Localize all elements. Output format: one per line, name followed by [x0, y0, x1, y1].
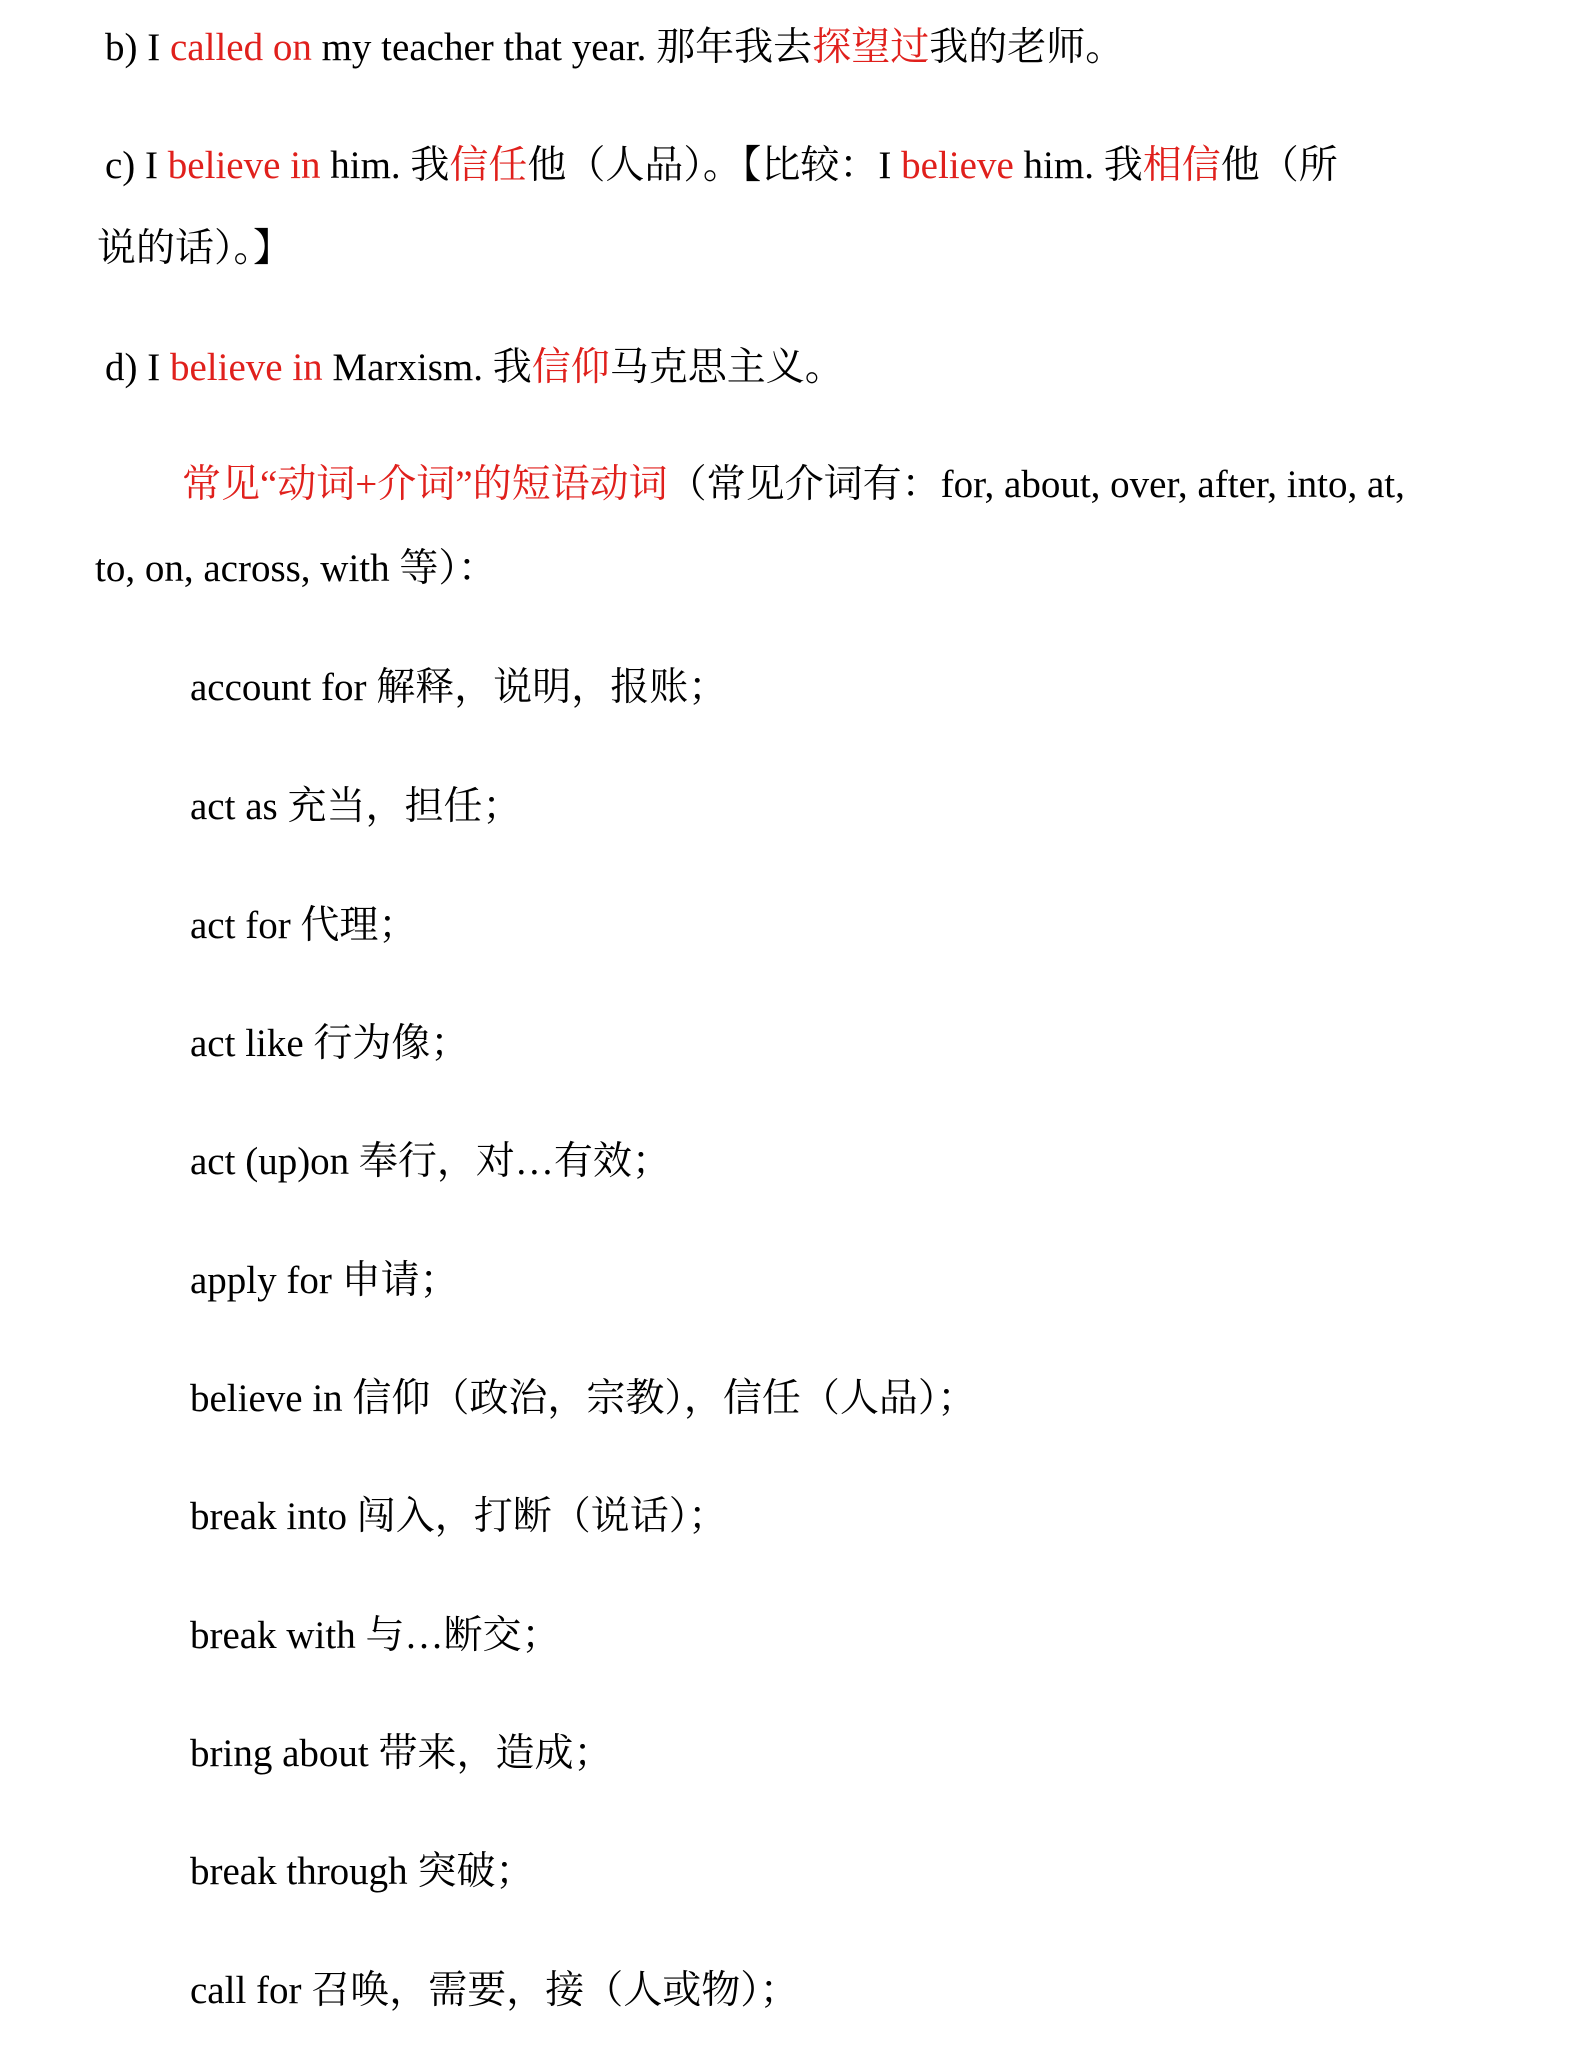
example-c-line1: c) I believe in him. 我信任他（人品）。【比较：I believe him. 我相信他（所 — [105, 144, 1338, 187]
phrase-item: bring about 带来，造成； — [190, 1732, 613, 1775]
phrase-item: apply for 申请； — [190, 1259, 459, 1302]
phrase-item: act as 充当，担任； — [190, 785, 522, 828]
example-c-line2: 说的话）。】 — [97, 227, 293, 270]
phrase-item: break through 突破； — [190, 1850, 535, 1893]
section-heading-line1 — [182, 461, 1405, 509]
section-heading: 常见“动词+介词”的短语动词 — [182, 463, 668, 506]
section-note: （常见介词有：for, about, over, after, into, at, — [667, 463, 1405, 506]
example-d: d) I believe in Marxism. 我信仰马克思主义。 — [105, 346, 844, 389]
phrase-item: break into 闯入，打断（说话）； — [190, 1495, 728, 1538]
cn-highlight: 相信 — [1142, 144, 1221, 187]
phrase-item: account for 解释，说明，报账； — [190, 666, 728, 709]
example-b: b) I called on my teacher that year. 那年我去探望过我的老师。 — [105, 26, 1125, 69]
phrase-item: act (up)on 奉行，对…有效； — [190, 1140, 671, 1183]
section-heading-line2 — [95, 545, 497, 593]
cn-highlight: 信任 — [449, 144, 528, 187]
phrase-item: believe in 信仰（政治，宗教），信任（人品）； — [190, 1377, 977, 1420]
phrase-highlight: believe — [901, 144, 1014, 187]
cn-highlight: 信仰 — [531, 346, 610, 389]
phrase-item: act for 代理； — [190, 904, 418, 947]
phrase-highlight: called on — [169, 26, 312, 69]
cn-highlight: 探望过 — [812, 26, 930, 69]
phrase-item: call for 召唤，需要，接（人或物）； — [190, 1969, 799, 2012]
phrase-item: break with 与…断交； — [190, 1614, 561, 1657]
phrase-item: act like 行为像； — [190, 1022, 470, 1065]
phrase-highlight: believe in — [167, 144, 321, 187]
section-note-cont: to, on, across, with 等）： — [95, 547, 497, 590]
phrase-highlight: believe in — [169, 346, 323, 389]
